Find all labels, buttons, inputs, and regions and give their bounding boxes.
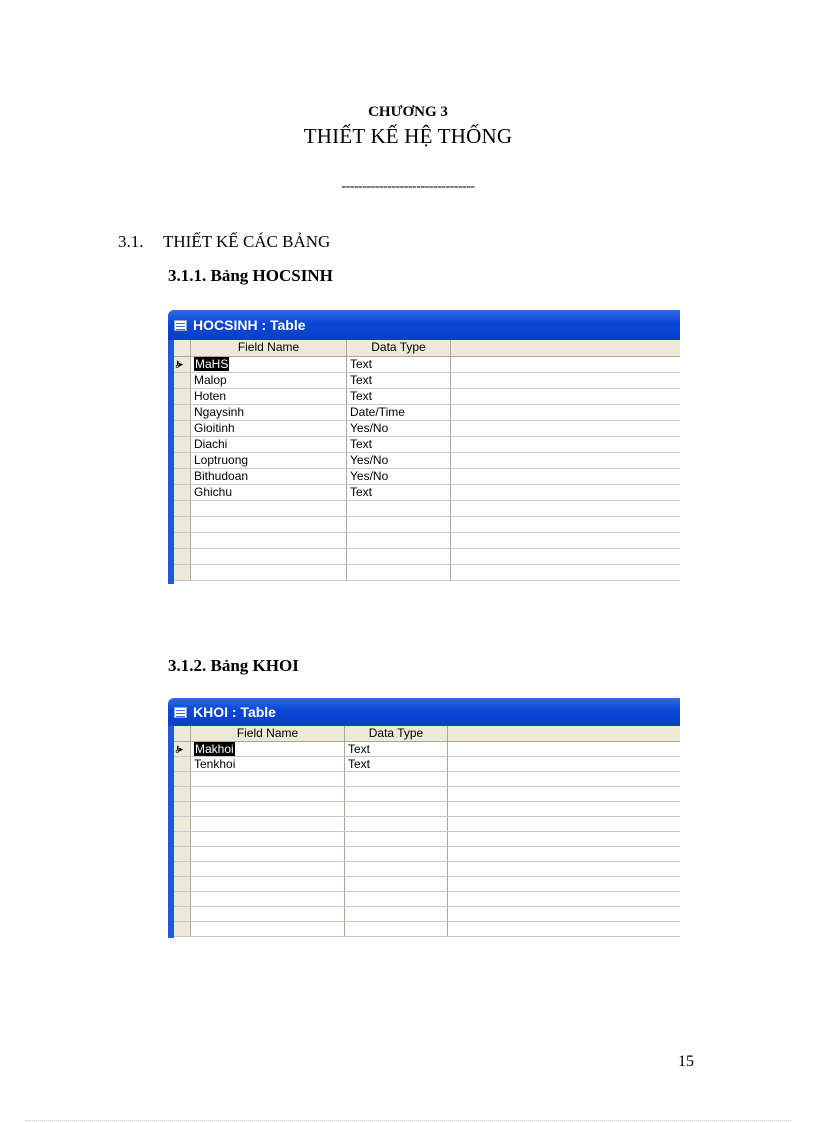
data-type-cell[interactable]: Text bbox=[347, 437, 451, 452]
field-name-cell[interactable] bbox=[191, 517, 347, 532]
row-selector[interactable] bbox=[174, 877, 191, 891]
table-row[interactable] bbox=[174, 437, 680, 453]
section-heading bbox=[118, 232, 330, 252]
primary-key-icon: ⚷▸ bbox=[174, 359, 182, 369]
field-name-cell[interactable] bbox=[191, 772, 345, 786]
field-name-cell[interactable] bbox=[191, 421, 347, 436]
data-type-cell[interactable]: Yes/No bbox=[347, 421, 451, 436]
empty-row[interactable] bbox=[174, 922, 680, 937]
row-selector[interactable] bbox=[174, 565, 191, 580]
primary-key-icon: ⚷▸ bbox=[174, 744, 182, 754]
subsection-heading-hocsinh: 3.1.1. Bảng HOCSINH bbox=[168, 266, 333, 285]
table-row[interactable] bbox=[174, 389, 680, 405]
row-selector[interactable] bbox=[174, 787, 191, 801]
column-header-description[interactable] bbox=[448, 726, 680, 741]
field-name-cell[interactable] bbox=[191, 453, 347, 468]
window-title: HOCSINH : Table bbox=[193, 317, 306, 333]
field-name: Gioitinh bbox=[194, 421, 235, 435]
description-cell[interactable] bbox=[451, 549, 680, 564]
description-cell[interactable] bbox=[448, 772, 680, 786]
table-row[interactable] bbox=[174, 453, 680, 469]
field-name-cell[interactable] bbox=[191, 877, 345, 891]
window-title: KHOI : Table bbox=[193, 704, 276, 720]
description-cell[interactable] bbox=[448, 907, 680, 921]
field-name-cell[interactable] bbox=[191, 357, 347, 372]
data-type-cell[interactable] bbox=[347, 517, 451, 532]
table-icon bbox=[174, 320, 187, 331]
field-name-cell[interactable] bbox=[191, 533, 347, 548]
row-selector[interactable] bbox=[174, 485, 191, 500]
empty-row[interactable] bbox=[174, 501, 680, 517]
table-row[interactable] bbox=[174, 469, 680, 485]
design-grid bbox=[168, 340, 680, 584]
data-type-cell[interactable] bbox=[345, 892, 448, 906]
field-name-cell[interactable] bbox=[191, 373, 347, 388]
section-title: THIẾT KẾ CÁC BẢNG bbox=[163, 232, 331, 251]
field-name-cell[interactable] bbox=[191, 847, 345, 861]
page-number: 15 bbox=[678, 1053, 694, 1070]
row-selector[interactable] bbox=[174, 405, 191, 420]
data-type-cell[interactable] bbox=[345, 877, 448, 891]
data-type-cell[interactable] bbox=[345, 817, 448, 831]
data-type-cell[interactable]: Text bbox=[345, 742, 448, 756]
description-cell[interactable] bbox=[448, 862, 680, 876]
field-name: Bithudoan bbox=[194, 469, 249, 483]
description-cell[interactable] bbox=[448, 787, 680, 801]
field-name-cell[interactable] bbox=[191, 922, 345, 936]
description-cell[interactable] bbox=[451, 357, 680, 372]
description-cell[interactable] bbox=[448, 742, 680, 756]
description-cell[interactable] bbox=[451, 453, 680, 468]
data-type-cell[interactable] bbox=[345, 922, 448, 936]
field-name-cell[interactable] bbox=[191, 485, 347, 500]
description-cell[interactable] bbox=[451, 501, 680, 516]
description-cell[interactable] bbox=[448, 877, 680, 891]
data-type-cell[interactable] bbox=[345, 862, 448, 876]
empty-row[interactable] bbox=[174, 772, 680, 787]
row-selector[interactable] bbox=[174, 453, 191, 468]
data-type-cell[interactable]: Text bbox=[347, 485, 451, 500]
data-type-cell[interactable]: Yes/No bbox=[347, 453, 451, 468]
row-selector[interactable] bbox=[174, 862, 191, 876]
empty-row[interactable] bbox=[174, 862, 680, 877]
field-name: MaHS bbox=[195, 357, 229, 371]
description-cell[interactable] bbox=[451, 533, 680, 548]
row-selector[interactable] bbox=[174, 357, 191, 372]
data-type-cell[interactable] bbox=[347, 565, 451, 580]
field-name-cell[interactable] bbox=[191, 757, 345, 771]
data-type-cell[interactable]: Text bbox=[347, 389, 451, 404]
table-row[interactable] bbox=[174, 485, 680, 501]
field-name: Loptruong bbox=[194, 453, 249, 467]
empty-row[interactable] bbox=[174, 877, 680, 892]
design-grid bbox=[168, 726, 680, 938]
field-name-cell[interactable] bbox=[191, 802, 345, 816]
field-name: Ngaysinh bbox=[194, 405, 245, 419]
row-selector[interactable] bbox=[174, 469, 191, 484]
subsection-heading-khoi: 3.1.2. Bảng KHOI bbox=[168, 656, 299, 675]
table-row[interactable] bbox=[174, 742, 680, 757]
field-name-cell[interactable] bbox=[191, 787, 345, 801]
field-name: Tenkhoi bbox=[194, 757, 236, 771]
table-window-hocsinh bbox=[168, 310, 680, 584]
description-cell[interactable] bbox=[448, 817, 680, 831]
row-selector[interactable] bbox=[174, 373, 191, 388]
row-selector[interactable] bbox=[174, 922, 191, 936]
data-type-cell[interactable] bbox=[347, 533, 451, 548]
title-divider: -------------------------------- bbox=[341, 179, 475, 194]
field-name-cell[interactable] bbox=[191, 832, 345, 846]
empty-row[interactable] bbox=[174, 533, 680, 549]
row-selector[interactable] bbox=[174, 549, 191, 564]
description-cell[interactable] bbox=[448, 892, 680, 906]
description-cell[interactable] bbox=[451, 565, 680, 580]
description-cell[interactable] bbox=[451, 405, 680, 420]
row-selector[interactable] bbox=[174, 907, 191, 921]
table-row[interactable] bbox=[174, 373, 680, 389]
row-selector[interactable] bbox=[174, 389, 191, 404]
row-selector[interactable] bbox=[174, 757, 191, 771]
table-row[interactable] bbox=[174, 421, 680, 437]
data-type-cell[interactable]: Text bbox=[347, 373, 451, 388]
data-type-cell[interactable]: Text bbox=[345, 757, 448, 771]
field-name: Diachi bbox=[194, 437, 228, 451]
description-cell[interactable] bbox=[451, 389, 680, 404]
empty-row[interactable] bbox=[174, 787, 680, 802]
description-cell[interactable] bbox=[451, 373, 680, 388]
field-name-cell[interactable] bbox=[191, 501, 347, 516]
description-cell[interactable] bbox=[448, 922, 680, 936]
column-header-data-type[interactable]: Data Type bbox=[347, 340, 451, 356]
empty-row[interactable] bbox=[174, 907, 680, 922]
data-type-cell[interactable] bbox=[345, 907, 448, 921]
row-selector[interactable] bbox=[174, 533, 191, 548]
row-selector[interactable] bbox=[174, 437, 191, 452]
section-number: 3.1. bbox=[118, 232, 144, 251]
data-type-cell[interactable] bbox=[345, 802, 448, 816]
field-name-cell[interactable] bbox=[191, 892, 345, 906]
table-row[interactable] bbox=[174, 757, 680, 772]
empty-row[interactable] bbox=[174, 892, 680, 907]
table-icon bbox=[174, 707, 187, 718]
data-type-cell[interactable] bbox=[347, 549, 451, 564]
field-name: Malop bbox=[194, 373, 227, 387]
row-selector[interactable] bbox=[174, 892, 191, 906]
empty-row[interactable] bbox=[174, 565, 680, 581]
empty-row[interactable] bbox=[174, 832, 680, 847]
column-header-field-name[interactable]: Field Name bbox=[191, 340, 347, 356]
row-selector[interactable] bbox=[174, 817, 191, 831]
empty-row[interactable] bbox=[174, 847, 680, 862]
field-name: Ghichu bbox=[194, 485, 233, 499]
data-type-cell[interactable]: Text bbox=[347, 357, 451, 372]
row-selector[interactable] bbox=[174, 517, 191, 532]
field-name-cell[interactable] bbox=[191, 565, 347, 580]
field-name-cell[interactable] bbox=[191, 389, 347, 404]
table-row[interactable] bbox=[174, 357, 680, 373]
window-titlebar[interactable] bbox=[168, 698, 680, 726]
description-cell[interactable] bbox=[448, 832, 680, 846]
description-cell[interactable] bbox=[451, 485, 680, 500]
field-name-cell[interactable] bbox=[191, 742, 345, 756]
chapter-label: CHƯƠNG 3 bbox=[368, 104, 448, 120]
description-cell[interactable] bbox=[451, 421, 680, 436]
empty-row[interactable] bbox=[174, 817, 680, 832]
chapter-title: THIẾT KẾ HỆ THỐNG bbox=[303, 124, 513, 148]
row-selector[interactable] bbox=[174, 742, 191, 756]
description-cell[interactable] bbox=[451, 437, 680, 452]
table-row[interactable] bbox=[174, 405, 680, 421]
field-name-cell[interactable] bbox=[191, 405, 347, 420]
row-selector[interactable] bbox=[174, 802, 191, 816]
column-header-data-type[interactable]: Data Type bbox=[345, 726, 448, 741]
window-titlebar[interactable] bbox=[168, 310, 680, 340]
field-name: Makhoi bbox=[195, 742, 234, 756]
field-name-cell[interactable] bbox=[191, 469, 347, 484]
table-window-khoi bbox=[168, 698, 680, 938]
data-type-cell[interactable]: Date/Time bbox=[347, 405, 451, 420]
data-type-cell[interactable]: Yes/No bbox=[347, 469, 451, 484]
row-selector-header bbox=[174, 726, 191, 741]
footer-dotted-line bbox=[25, 1120, 791, 1121]
description-cell[interactable] bbox=[451, 469, 680, 484]
description-cell[interactable] bbox=[448, 847, 680, 861]
empty-row[interactable] bbox=[174, 517, 680, 533]
row-selector[interactable] bbox=[174, 847, 191, 861]
field-name-cell[interactable] bbox=[191, 549, 347, 564]
data-type-cell[interactable] bbox=[345, 787, 448, 801]
grid-header bbox=[174, 340, 680, 357]
field-name-cell[interactable] bbox=[191, 437, 347, 452]
data-type-cell[interactable] bbox=[345, 832, 448, 846]
data-type-cell[interactable] bbox=[345, 772, 448, 786]
field-name-cell[interactable] bbox=[191, 862, 345, 876]
row-selector-header bbox=[174, 340, 191, 356]
data-type-cell[interactable] bbox=[347, 501, 451, 516]
column-header-field-name[interactable]: Field Name bbox=[191, 726, 345, 741]
row-selector[interactable] bbox=[174, 421, 191, 436]
field-name-cell[interactable] bbox=[191, 817, 345, 831]
grid-header bbox=[174, 726, 680, 742]
row-selector[interactable] bbox=[174, 772, 191, 786]
description-cell[interactable] bbox=[448, 802, 680, 816]
field-name: Hoten bbox=[194, 389, 227, 403]
row-selector[interactable] bbox=[174, 501, 191, 516]
description-cell[interactable] bbox=[448, 757, 680, 771]
column-header-description[interactable] bbox=[451, 340, 680, 356]
empty-row[interactable] bbox=[174, 802, 680, 817]
description-cell[interactable] bbox=[451, 517, 680, 532]
field-name-cell[interactable] bbox=[191, 907, 345, 921]
empty-row[interactable] bbox=[174, 549, 680, 565]
data-type-cell[interactable] bbox=[345, 847, 448, 861]
row-selector[interactable] bbox=[174, 832, 191, 846]
